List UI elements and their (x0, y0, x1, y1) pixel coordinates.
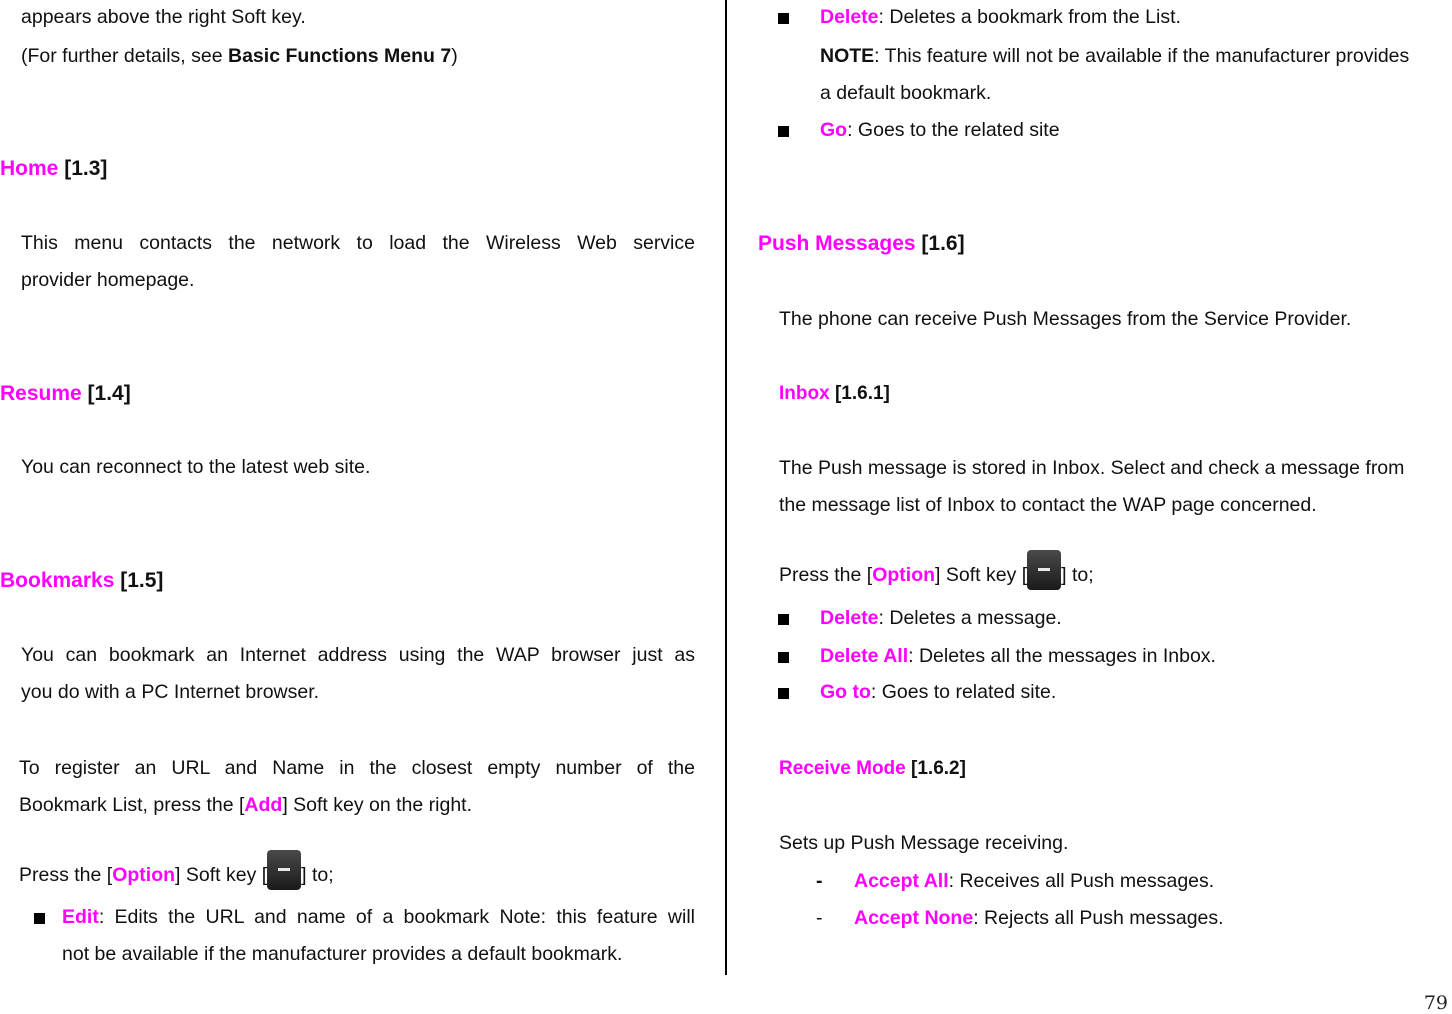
intro-line-1: appears above the right Soft key. (21, 6, 306, 28)
heading-bookmarks: Bookmarks [1.5] (0, 569, 164, 592)
bookmarks-edit-line-2: not be available if the manufacturer provides a default bookmark. (62, 943, 623, 965)
inbox-option-item: Delete All: Deletes all the messages in Inbox. (820, 645, 1216, 667)
note-line-1: NOTE: This feature will not be available if the manufacturer provides (820, 45, 1410, 67)
bookmarks-p1-line-2: you do with a PC Internet browser. (21, 681, 320, 703)
heading-receive-mode: Receive Mode [1.6.2] (779, 758, 966, 779)
note-line-2: a default bookmark. (820, 82, 992, 104)
soft-key-icon (267, 850, 301, 890)
delete-bookmark-item: Delete: Deletes a bookmark from the List. (820, 6, 1181, 28)
receive-option-item: Accept All: Receives all Push messages. (854, 870, 1215, 892)
bullet-icon (778, 126, 789, 137)
bullet-icon (778, 652, 789, 663)
heading-home: Home [1.3] (0, 157, 108, 180)
receive-body: Sets up Push Message receiving. (779, 832, 1069, 854)
push-body: The phone can receive Push Messages from the Service Provider. (779, 308, 1352, 330)
inbox-body-line-1: The Push message is stored in Inbox. Select and check a message from (779, 457, 1405, 479)
bookmarks-press-option: Press the [Option] Soft key [ ] to; (19, 850, 334, 890)
intro-line-2: (For further details, see Basic Functions Menu 7) (21, 45, 458, 67)
bookmarks-p2-line-2: Bookmark List, press the [Add] Soft key on the right. (19, 794, 473, 816)
home-body-line-1: This menu contacts the network to load the Wireless Web service (21, 232, 695, 254)
resume-body: You can reconnect to the latest web site. (21, 456, 371, 478)
bullet-icon (778, 13, 789, 24)
home-body-line-2: provider homepage. (21, 269, 195, 291)
receive-option-item: Accept None: Rejects all Push messages. (854, 907, 1224, 929)
inbox-press-option: Press the [Option] Soft key [ ] to; (779, 550, 1094, 590)
inbox-option-item: Go to: Goes to related site. (820, 681, 1057, 703)
heading-push-messages: Push Messages [1.6] (758, 232, 965, 255)
soft-key-icon (1027, 550, 1061, 590)
bookmarks-p1-line-1: You can bookmark an Internet address using the WAP browser just as (21, 644, 695, 666)
bullet-icon (778, 688, 789, 699)
heading-inbox: Inbox [1.6.1] (779, 383, 890, 404)
page-number: 79 (1423, 992, 1448, 1014)
column-divider (725, 0, 727, 975)
inbox-option-item: Delete: Deletes a message. (820, 607, 1062, 629)
dash-marker: - (816, 870, 823, 892)
bullet-icon (778, 614, 789, 625)
bookmarks-p2-line-1: To register an URL and Name in the closest empty number of the (19, 757, 695, 779)
bookmarks-edit-line-1: Edit: Edits the URL and name of a bookmark Note: this feature will (62, 906, 695, 928)
heading-resume: Resume [1.4] (0, 382, 131, 405)
inbox-body-line-2: the message list of Inbox to contact the WAP page concerned. (779, 494, 1317, 516)
bullet-icon (34, 913, 45, 924)
dash-marker: - (816, 907, 823, 929)
go-item: Go: Goes to the related site (820, 119, 1060, 141)
